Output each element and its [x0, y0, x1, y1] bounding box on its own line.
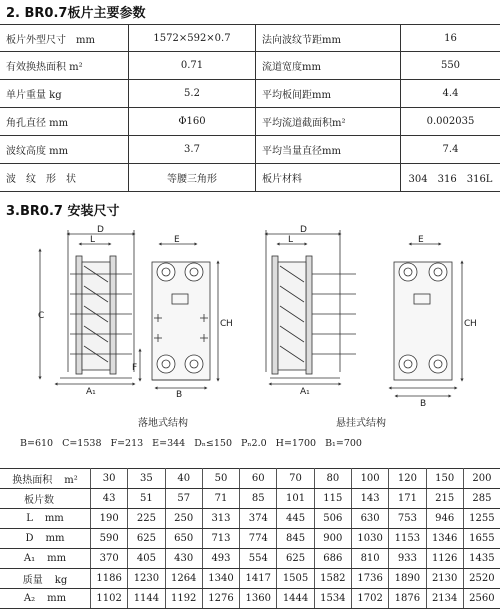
- table-cell: 650: [165, 529, 202, 549]
- dim-label-L: L: [90, 235, 96, 245]
- table-cell: 900: [314, 529, 351, 549]
- param-value: 7.4: [401, 136, 500, 164]
- dim-label-C: C: [38, 311, 45, 321]
- table-cell: 1276: [202, 589, 239, 609]
- floor-side-view: [40, 230, 134, 384]
- dim-value: B=610: [20, 438, 54, 449]
- row-label: [0, 549, 91, 569]
- table-row: [0, 80, 500, 108]
- param-label: 平均当量直径mm: [256, 136, 401, 164]
- table-cell: 1153: [389, 529, 426, 549]
- table-cell: 933: [389, 549, 426, 569]
- table-row: [0, 136, 500, 164]
- table-cell: 100: [351, 469, 388, 489]
- dim-value: C=1538: [62, 438, 102, 449]
- hanging-side-view: [266, 230, 356, 384]
- table-cell: 50: [202, 469, 239, 489]
- row-label-text: 质量: [22, 575, 43, 586]
- table-row: [0, 509, 500, 529]
- table-cell: 143: [351, 489, 388, 509]
- table-cell: 1890: [389, 569, 426, 589]
- table-cell: 71: [202, 489, 239, 509]
- param-value: 0.71: [129, 52, 256, 80]
- table-row: [0, 589, 500, 609]
- param-label: 法向波纹节距mm: [256, 25, 401, 52]
- table-cell: 51: [128, 489, 165, 509]
- param-label: 板片材料: [256, 164, 401, 192]
- table-cell: 1444: [277, 589, 314, 609]
- param-value: 550: [401, 52, 500, 80]
- table-cell: 150: [426, 469, 463, 489]
- param-label: 板片外型尺寸 mm: [0, 25, 129, 52]
- table-cell: 430: [165, 549, 202, 569]
- param-value: 1572×592×0.7: [129, 25, 256, 52]
- param-label: 单片重量 kg: [0, 80, 129, 108]
- table-cell: 405: [128, 549, 165, 569]
- table-cell: 1144: [128, 589, 165, 609]
- table-row: [0, 25, 500, 52]
- row-label-text: 板片数: [24, 495, 54, 506]
- row-unit: mm: [47, 553, 67, 564]
- table-cell: 285: [463, 489, 500, 509]
- dim-label-D: D: [97, 225, 104, 235]
- table-cell: 1186: [91, 569, 128, 589]
- table-cell: 2520: [463, 569, 500, 589]
- table-cell: 1505: [277, 569, 314, 589]
- dim-label-L-hang: L: [288, 235, 294, 245]
- table-cell: 946: [426, 509, 463, 529]
- row-label-text: L: [26, 513, 33, 524]
- row-unit: mm: [44, 513, 64, 524]
- dim-value: B₁=700: [325, 438, 362, 449]
- hanging-front-view: [390, 244, 462, 396]
- table-cell: 2134: [426, 589, 463, 609]
- table-row: [0, 549, 500, 569]
- dim-label-CH: C: [220, 319, 227, 329]
- table-cell: 753: [389, 509, 426, 529]
- table-cell: 43: [91, 489, 128, 509]
- dim-label-B-hang: B: [420, 399, 427, 409]
- dimensions-table: [0, 468, 500, 609]
- dim-label-A1: A₁: [86, 387, 96, 397]
- table-cell: 215: [426, 489, 463, 509]
- table-cell: 554: [240, 549, 277, 569]
- row-label: [0, 529, 91, 549]
- table-cell: 630: [351, 509, 388, 529]
- table-cell: 225: [128, 509, 165, 529]
- row-label-text: 换热面积: [12, 475, 53, 486]
- table-cell: 190: [91, 509, 128, 529]
- table-cell: 1702: [351, 589, 388, 609]
- param-value: 3.7: [129, 136, 256, 164]
- table-cell: 1264: [165, 569, 202, 589]
- caption-floor-type: 落地式结构: [138, 418, 188, 429]
- param-value: 5.2: [129, 80, 256, 108]
- technical-drawing: [0, 222, 500, 412]
- table-cell: 85: [240, 489, 277, 509]
- table-cell: 1736: [351, 569, 388, 589]
- table-cell: 70: [277, 469, 314, 489]
- overall-dimensions: [20, 438, 490, 449]
- table-cell: 1655: [463, 529, 500, 549]
- table-cell: 200: [463, 469, 500, 489]
- param-label: 波 纹 形 状: [0, 164, 129, 192]
- row-unit: mm: [45, 533, 65, 544]
- param-value: 等腰三角形: [129, 164, 256, 192]
- table-cell: 1534: [314, 589, 351, 609]
- table-cell: 35: [128, 469, 165, 489]
- param-value: 0.002035: [401, 108, 500, 136]
- row-label-text: D: [25, 533, 34, 544]
- row-unit: m²: [64, 475, 78, 486]
- table-cell: 774: [240, 529, 277, 549]
- table-cell: 115: [314, 489, 351, 509]
- table-cell: 1435: [463, 549, 500, 569]
- table-cell: 810: [351, 549, 388, 569]
- row-unit: kg: [54, 575, 68, 586]
- dim-label-H-hang: H: [470, 319, 477, 329]
- dim-value: H=1700: [275, 438, 317, 449]
- param-value: 4.4: [401, 80, 500, 108]
- dim-value: Pₙ2.0: [241, 438, 267, 449]
- dim-label-A1-hang: A₁: [300, 387, 310, 397]
- table-cell: 2560: [463, 589, 500, 609]
- param-value: Φ160: [129, 108, 256, 136]
- table-cell: 1230: [128, 569, 165, 589]
- table-cell: 1340: [202, 569, 239, 589]
- table-row: [0, 529, 500, 549]
- dim-label-D-hang: D: [300, 225, 307, 235]
- table-cell: 120: [389, 469, 426, 489]
- table-cell: 506: [314, 509, 351, 529]
- table-cell: 1360: [240, 589, 277, 609]
- table-row: [0, 108, 500, 136]
- caption-hanging-type: 悬挂式结构: [336, 418, 386, 429]
- table-cell: 1417: [240, 569, 277, 589]
- dim-value: Dₙ≤150: [194, 438, 233, 449]
- table-row: [0, 164, 500, 192]
- table-cell: 686: [314, 549, 351, 569]
- table-cell: 625: [128, 529, 165, 549]
- param-label: 角孔直径 mm: [0, 108, 129, 136]
- dim-value: F=213: [110, 438, 144, 449]
- table-cell: 493: [202, 549, 239, 569]
- table-cell: 1346: [426, 529, 463, 549]
- section-heading-params: 2. BR0.7板片主要参数: [6, 6, 146, 21]
- row-label: [0, 469, 91, 489]
- dim-label-CH-hang: C: [464, 319, 471, 329]
- table-cell: 374: [240, 509, 277, 529]
- table-cell: 590: [91, 529, 128, 549]
- row-label-text: A₁: [23, 553, 36, 564]
- dim-label-E-hang: E: [418, 235, 424, 245]
- table-cell: 57: [165, 489, 202, 509]
- row-label: [0, 589, 91, 609]
- table-cell: 40: [165, 469, 202, 489]
- table-cell: 1102: [91, 589, 128, 609]
- table-cell: 625: [277, 549, 314, 569]
- table-cell: 250: [165, 509, 202, 529]
- table-cell: 171: [389, 489, 426, 509]
- dim-label-E: E: [174, 235, 180, 245]
- param-label: 平均板间距mm: [256, 80, 401, 108]
- row-label: [0, 569, 91, 589]
- param-value: 304 316 316L: [401, 164, 500, 192]
- table-cell: 101: [277, 489, 314, 509]
- param-label: 流道宽度mm: [256, 52, 401, 80]
- table-cell: 445: [277, 509, 314, 529]
- table-cell: 1582: [314, 569, 351, 589]
- table-cell: 1126: [426, 549, 463, 569]
- table-cell: 30: [91, 469, 128, 489]
- table-row: [0, 569, 500, 589]
- param-label: 有效换热面积 m²: [0, 52, 129, 80]
- params-table: [0, 24, 500, 192]
- table-cell: 1192: [165, 589, 202, 609]
- section-heading-install: 3.BR0.7 安装尺寸: [6, 204, 120, 219]
- table-cell: 80: [314, 469, 351, 489]
- table-cell: 60: [240, 469, 277, 489]
- row-label: [0, 489, 91, 509]
- param-label: 波纹高度 mm: [0, 136, 129, 164]
- floor-front-view: [140, 244, 218, 388]
- table-cell: 845: [277, 529, 314, 549]
- table-cell: 1876: [389, 589, 426, 609]
- table-cell: 713: [202, 529, 239, 549]
- param-label: 平均流道截面积m²: [256, 108, 401, 136]
- table-cell: 1255: [463, 509, 500, 529]
- table-cell: 1030: [351, 529, 388, 549]
- dim-label-B: B: [176, 390, 183, 400]
- row-label: [0, 509, 91, 529]
- param-value: 16: [401, 25, 500, 52]
- installation-drawings: [0, 222, 500, 462]
- dim-label-F: F: [132, 363, 138, 373]
- table-row: [0, 489, 500, 509]
- table-cell: 370: [91, 549, 128, 569]
- dim-value: E=344: [152, 438, 186, 449]
- row-unit: mm: [47, 593, 67, 604]
- dim-label-H: H: [226, 319, 233, 329]
- table-row: [0, 52, 500, 80]
- row-label-text: A₂: [23, 593, 36, 604]
- table-cell: 313: [202, 509, 239, 529]
- table-cell: 2130: [426, 569, 463, 589]
- table-row: [0, 469, 500, 489]
